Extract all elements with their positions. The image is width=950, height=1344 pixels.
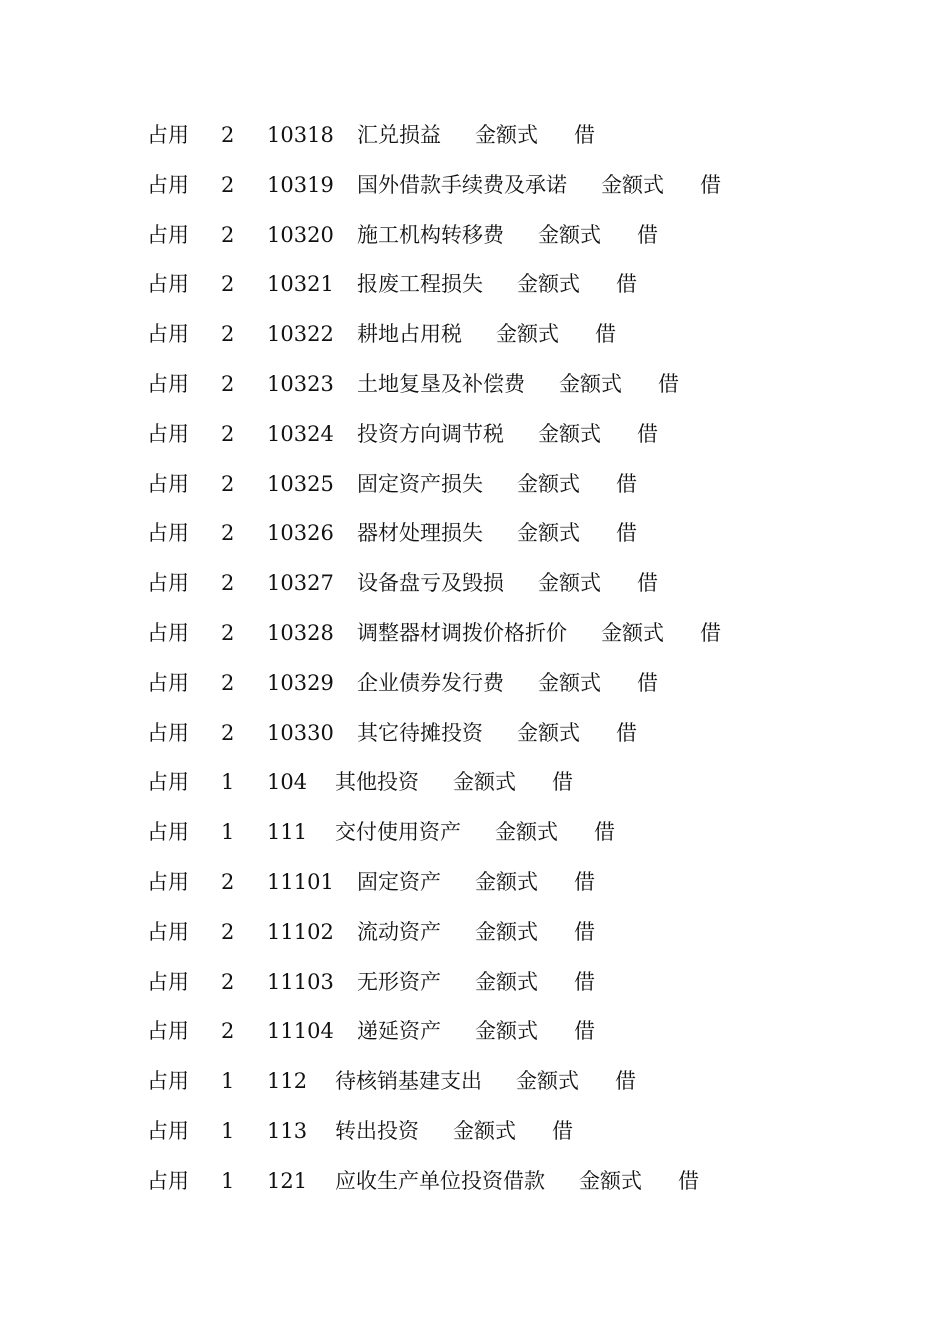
- row-account-code: 10326: [267, 521, 334, 546]
- row-status: 占用: [147, 322, 189, 347]
- account-row: [147, 460, 907, 510]
- row-level: 1: [221, 1168, 235, 1193]
- row-account-code: 10329: [267, 670, 334, 695]
- row-account-code: 10327: [267, 571, 334, 596]
- row-amount-type: 金额式: [517, 521, 580, 546]
- row-balance-direction: 借: [574, 123, 595, 147]
- row-account-code: 10328: [267, 620, 334, 645]
- row-level: 2: [221, 371, 235, 396]
- row-balance-direction: 借: [658, 371, 679, 396]
- row-amount-type: 金额式: [475, 123, 538, 147]
- row-amount-type: 金额式: [475, 869, 538, 894]
- row-status: 占用: [147, 770, 189, 795]
- row-status: 占用: [147, 919, 189, 944]
- row-amount-type: 金额式: [538, 421, 601, 446]
- row-account-name: 耕地占用税: [357, 322, 462, 347]
- row-account-name: 投资方向调节税: [357, 421, 504, 446]
- account-list: [147, 111, 907, 1207]
- row-level: 2: [221, 172, 235, 197]
- row-amount-type: 金额式: [601, 172, 664, 197]
- row-level: 2: [221, 123, 235, 147]
- row-account-name: 固定资产: [357, 869, 441, 894]
- row-status: 占用: [147, 222, 189, 247]
- row-account-name: 交付使用资产: [335, 820, 461, 845]
- row-status: 占用: [147, 1069, 189, 1094]
- row-status: 占用: [147, 471, 189, 496]
- row-status: 占用: [147, 620, 189, 645]
- row-amount-type: 金额式: [495, 820, 558, 845]
- row-status: 占用: [147, 172, 189, 197]
- row-amount-type: 金额式: [538, 222, 601, 247]
- row-account-name: 器材处理损失: [357, 521, 483, 546]
- row-amount-type: 金额式: [475, 969, 538, 994]
- row-amount-type: 金额式: [517, 471, 580, 496]
- row-level: 1: [221, 1069, 235, 1094]
- row-balance-direction: 借: [678, 1168, 699, 1193]
- row-status: 占用: [147, 571, 189, 596]
- row-level: 2: [221, 322, 235, 347]
- row-status: 占用: [147, 371, 189, 396]
- row-account-code: 10325: [267, 471, 334, 496]
- row-balance-direction: 借: [574, 919, 595, 944]
- row-level: 2: [221, 272, 235, 297]
- row-level: 2: [221, 670, 235, 695]
- row-status: 占用: [147, 820, 189, 845]
- row-balance-direction: 借: [594, 820, 615, 845]
- account-row: [147, 310, 907, 360]
- row-account-code: 10322: [267, 322, 334, 347]
- account-row: [147, 709, 907, 759]
- row-balance-direction: 借: [616, 471, 637, 496]
- row-status: 占用: [147, 720, 189, 745]
- account-row: [147, 559, 907, 609]
- row-status: 占用: [147, 1019, 189, 1044]
- account-row: [147, 360, 907, 410]
- row-balance-direction: 借: [552, 770, 573, 795]
- row-account-name: 其他投资: [335, 770, 419, 795]
- row-level: 2: [221, 571, 235, 596]
- row-account-code: 104: [267, 770, 308, 795]
- row-status: 占用: [147, 670, 189, 695]
- row-account-code: 10321: [267, 272, 334, 297]
- row-level: 2: [221, 421, 235, 446]
- row-amount-type: 金额式: [517, 720, 580, 745]
- account-row: [147, 260, 907, 310]
- account-row: [147, 1057, 907, 1107]
- row-account-code: 10323: [267, 371, 334, 396]
- row-balance-direction: 借: [574, 1019, 595, 1044]
- row-status: 占用: [147, 1118, 189, 1143]
- row-account-code: 10324: [267, 421, 334, 446]
- row-balance-direction: 借: [615, 1069, 636, 1094]
- row-account-code: 11104: [267, 1019, 334, 1044]
- row-amount-type: 金额式: [516, 1069, 579, 1094]
- row-account-name: 其它待摊投资: [357, 720, 483, 745]
- row-level: 2: [221, 869, 235, 894]
- row-level: 2: [221, 1019, 235, 1044]
- account-row: [147, 211, 907, 261]
- account-row: [147, 1007, 907, 1057]
- account-row: [147, 609, 907, 659]
- account-row: [147, 659, 907, 709]
- row-level: 2: [221, 720, 235, 745]
- row-status: 占用: [147, 1168, 189, 1193]
- row-balance-direction: 借: [616, 272, 637, 297]
- row-balance-direction: 借: [637, 670, 658, 695]
- row-account-name: 流动资产: [357, 919, 441, 944]
- row-status: 占用: [147, 123, 189, 147]
- row-level: 2: [221, 521, 235, 546]
- row-account-name: 递延资产: [357, 1019, 441, 1044]
- account-row: [147, 908, 907, 958]
- row-account-code: 113: [267, 1118, 308, 1143]
- row-account-name: 设备盘亏及毁损: [357, 571, 504, 596]
- row-amount-type: 金额式: [601, 620, 664, 645]
- row-level: 1: [221, 820, 235, 845]
- row-balance-direction: 借: [637, 571, 658, 596]
- row-balance-direction: 借: [616, 720, 637, 745]
- row-account-code: 11101: [267, 869, 334, 894]
- account-row: [147, 808, 907, 858]
- row-account-code: 121: [267, 1168, 308, 1193]
- row-balance-direction: 借: [574, 869, 595, 894]
- row-account-name: 施工机构转移费: [357, 222, 504, 247]
- row-amount-type: 金额式: [453, 1118, 516, 1143]
- row-account-name: 调整器材调拨价格折价: [357, 620, 567, 645]
- row-level: 1: [221, 770, 235, 795]
- row-status: 占用: [147, 869, 189, 894]
- row-account-code: 112: [267, 1069, 308, 1094]
- row-account-name: 无形资产: [357, 969, 441, 994]
- row-account-code: 11102: [267, 919, 334, 944]
- account-row: [147, 509, 907, 559]
- row-status: 占用: [147, 521, 189, 546]
- row-account-name: 土地复垦及补偿费: [357, 371, 525, 396]
- account-row: [147, 958, 907, 1008]
- account-row: [147, 161, 907, 211]
- row-amount-type: 金额式: [475, 919, 538, 944]
- account-row: [147, 858, 907, 908]
- row-balance-direction: 借: [637, 222, 658, 247]
- row-balance-direction: 借: [700, 172, 721, 197]
- row-account-name: 应收生产单位投资借款: [335, 1168, 545, 1193]
- row-amount-type: 金额式: [453, 770, 516, 795]
- row-status: 占用: [147, 421, 189, 446]
- row-balance-direction: 借: [637, 421, 658, 446]
- row-level: 2: [221, 471, 235, 496]
- row-amount-type: 金额式: [579, 1168, 642, 1193]
- row-account-code: 111: [267, 820, 308, 845]
- row-account-name: 国外借款手续费及承诺: [357, 172, 567, 197]
- row-account-name: 固定资产损失: [357, 471, 483, 496]
- row-account-name: 汇兑损益: [357, 123, 441, 147]
- row-account-code: 10319: [267, 172, 334, 197]
- row-balance-direction: 借: [552, 1118, 573, 1143]
- row-level: 2: [221, 620, 235, 645]
- row-amount-type: 金额式: [496, 322, 559, 347]
- account-row: [147, 1157, 907, 1207]
- row-level: 2: [221, 969, 235, 994]
- row-account-code: 10318: [267, 123, 334, 147]
- row-balance-direction: 借: [700, 620, 721, 645]
- row-level: 2: [221, 222, 235, 247]
- account-row: [147, 410, 907, 460]
- row-balance-direction: 借: [595, 322, 616, 347]
- row-account-code: 11103: [267, 969, 334, 994]
- account-row: [147, 1107, 907, 1157]
- row-status: 占用: [147, 969, 189, 994]
- row-account-name: 企业债券发行费: [357, 670, 504, 695]
- row-balance-direction: 借: [616, 521, 637, 546]
- row-balance-direction: 借: [574, 969, 595, 994]
- account-row: [147, 758, 907, 808]
- row-status: 占用: [147, 272, 189, 297]
- row-amount-type: 金额式: [559, 371, 622, 396]
- row-level: 2: [221, 919, 235, 944]
- row-account-name: 转出投资: [335, 1118, 419, 1143]
- row-account-name: 报废工程损失: [357, 272, 483, 297]
- row-amount-type: 金额式: [517, 272, 580, 297]
- row-amount-type: 金额式: [538, 571, 601, 596]
- row-level: 1: [221, 1118, 235, 1143]
- row-amount-type: 金额式: [475, 1019, 538, 1044]
- row-amount-type: 金额式: [538, 670, 601, 695]
- account-row: [147, 111, 907, 161]
- row-account-code: 10330: [267, 720, 334, 745]
- row-account-code: 10320: [267, 222, 334, 247]
- row-account-name: 待核销基建支出: [335, 1069, 482, 1094]
